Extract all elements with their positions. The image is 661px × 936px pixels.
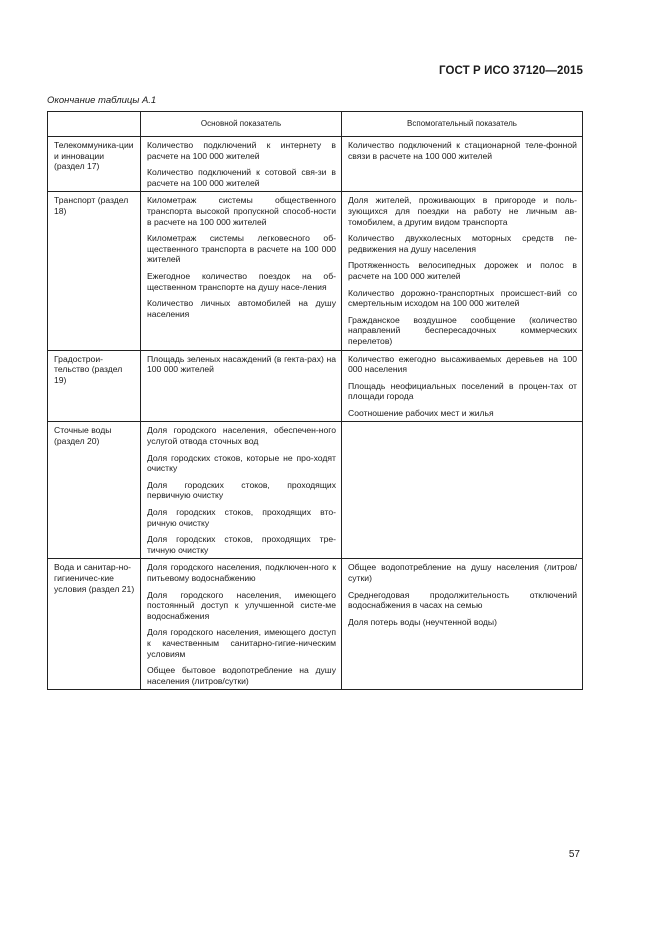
topic-cell: Вода и санитар-но-гигиеничес-кие условия (раздел 21) (48, 559, 141, 690)
core-indicator: Площадь зеленых насаждений (в гекта-рах) на 100 000 жителей (147, 353, 336, 375)
table-row (48, 350, 583, 422)
core-indicator: Доля городского населения, имеющего постоянный доступ к улучшенной систе-ме водоснабжения (147, 589, 336, 621)
core-indicator: Доля городских стоков, проходящих вто-ричную очистку (147, 507, 336, 528)
supporting-indicator: Соотношение рабочих мест и жилья (348, 407, 494, 418)
core-indicator: Общее бытовое водопотребление на душу населения (литров/сутки) (147, 665, 336, 686)
table-row (48, 192, 583, 350)
core-indicator: Ежегодное количество поездок на об-щественном транспорте на душу насе-ления (147, 270, 336, 292)
header-core-indicator: Основной показатель (141, 112, 342, 137)
topic-cell: Сточные воды (раздел 20) (48, 422, 141, 559)
core-indicator: Доля городских стоков, проходящих первичную очистку (147, 479, 336, 501)
core-indicator-cell (141, 422, 342, 559)
table-row (48, 559, 583, 690)
core-indicator: Количество личных автомобилей на душу населения (147, 298, 336, 319)
core-indicator: Количество подключений к сотовой свя-зи в расчете на 100 000 жителей (147, 167, 336, 188)
core-indicator: Доля городского населения, обеспечен-ного услугой отвода сточных вод (147, 425, 336, 447)
page-number: 57 (568, 849, 580, 860)
supporting-indicator: Среднегодовая продолжительность отключений водоснабжения в часах на семью (348, 589, 577, 611)
supporting-indicator-cell (342, 192, 583, 350)
table-row (48, 137, 583, 192)
header-supporting-indicator: Вспомогательный показатель (342, 112, 583, 137)
topic-cell: Телекоммуника-ции и инновации (раздел 17) (48, 137, 141, 192)
table-row (48, 422, 583, 559)
supporting-indicator: Количество двухколесных моторных средств пе-редвижения на душу населения (348, 233, 577, 254)
core-indicator-cell (141, 559, 342, 690)
supporting-indicator: Количество подключений к стационарной теле-фонной связи в расчете на 100 000 жителей (348, 140, 577, 161)
core-indicator: Количество подключений к интернету в расчете на 100 000 жителей (147, 140, 336, 161)
core-indicator: Доля городского населения, имеющего доступ к качественным санитарно-гигие-ническим условиям (147, 627, 336, 659)
table-caption: Окончание таблицы А.1 (47, 95, 157, 106)
supporting-indicator: Площадь неофициальных поселений в процен-тах от площади города (348, 380, 577, 402)
supporting-indicator: Гражданское воздушное сообщение (количество направлений беспересадочных коммерческих перелетов) (348, 314, 577, 346)
supporting-indicator-cell (342, 559, 583, 690)
supporting-indicator: Общее водопотребление на душу населения (литров/сутки) (348, 562, 577, 583)
topic-cell: Транспорт (раздел 18) (48, 192, 141, 350)
supporting-indicator: Количество ежегодно высаживаемых деревьев на 100 000 населения (348, 353, 577, 375)
supporting-indicator-cell (342, 137, 583, 192)
standard-id: ГОСТ Р ИСО 37120—2015 (438, 65, 583, 77)
indicators-table (47, 111, 583, 690)
supporting-indicator-cell (342, 422, 583, 559)
core-indicator: Доля городского населения, подключен-ного к питьевому водоснабжению (147, 562, 336, 583)
supporting-indicator-cell (342, 350, 583, 422)
table-header-row (48, 112, 583, 137)
core-indicator: Километраж системы общественного транспорта высокой пропускной способ-ности в расчете на 100 000 жителей (147, 195, 336, 227)
header-topic (48, 112, 141, 137)
supporting-indicator: Доля жителей, проживающих в пригороде и поль-зующихся для поездки на работу не личным ав-томобилем, а другим видом транспорта (348, 195, 577, 227)
core-indicator-cell (141, 192, 342, 350)
supporting-indicator: Количество дорожно-транспортных происшест-вий со смертельным исходом на 100 000 жителей (348, 287, 577, 309)
supporting-indicator: Протяженность велосипедных дорожек и полос в расчете на 100 000 жителей (348, 260, 577, 281)
core-indicator: Доля городских стоков, которые не про-ходят очистку (147, 452, 336, 474)
supporting-indicator: Доля потерь воды (неучтенной воды) (348, 616, 497, 627)
topic-cell: Градострои-тельство (раздел 19) (48, 350, 141, 422)
core-indicator-cell (141, 137, 342, 192)
core-indicator: Километраж системы легковесного об-щественного транспорта в расчете на 100 000 жителей (147, 233, 336, 265)
core-indicator-cell (141, 350, 342, 422)
core-indicator: Доля городских стоков, проходящих тре-тичную очистку (147, 534, 336, 555)
